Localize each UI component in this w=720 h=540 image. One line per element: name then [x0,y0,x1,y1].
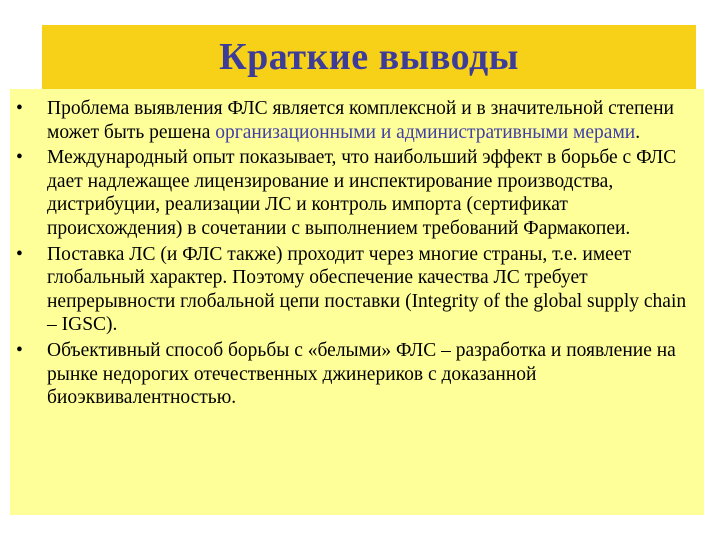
bullet-text-highlight: организационными и административными мерами [215,121,636,143]
bullet-text: Международный опыт показывает, что наибольший эффект в борьбе с ФЛС дает надлежащее лицензирование и инспектирование производства, дистрибуции, реализации ЛС и контроль импорта (сертификат происхождения) в сочетании с выполнением требований Фармакопеи. [47,147,677,239]
bullet-list [10,89,704,410]
bullet-dot-icon: • [16,339,23,361]
bullet-dot-icon: • [16,98,23,119]
bullet-text: . [635,121,641,143]
bullet-dot-icon: • [16,147,23,169]
bullet-item [10,97,698,144]
bullet-item [10,243,698,337]
slide-title: Краткие выводы [219,36,519,78]
content-area [10,89,704,515]
bullet-item [10,339,698,410]
title-bar [42,25,696,89]
bullet-dot-icon: • [16,243,23,265]
bullet-item [10,146,698,240]
bullet-text: Поставка ЛС (и ФЛС также) проходит через многие страны, т.е. имеет глобальный характер. Поэтому обеспечение качества ЛС требует непрерывности глобальной цепи поставки (Integrity of the global supply chain – IGSC). [47,243,687,336]
bullet-text: Объективный способ борьбы с «белыми» ФЛС – разработка и появление на рынке недорогих отечественных джинериков с доказанной биоэквивалентностью. [47,339,676,409]
bullet-text: Проблема выявления ФЛС является комплексной и в значительной степени может быть решена [47,98,674,143]
